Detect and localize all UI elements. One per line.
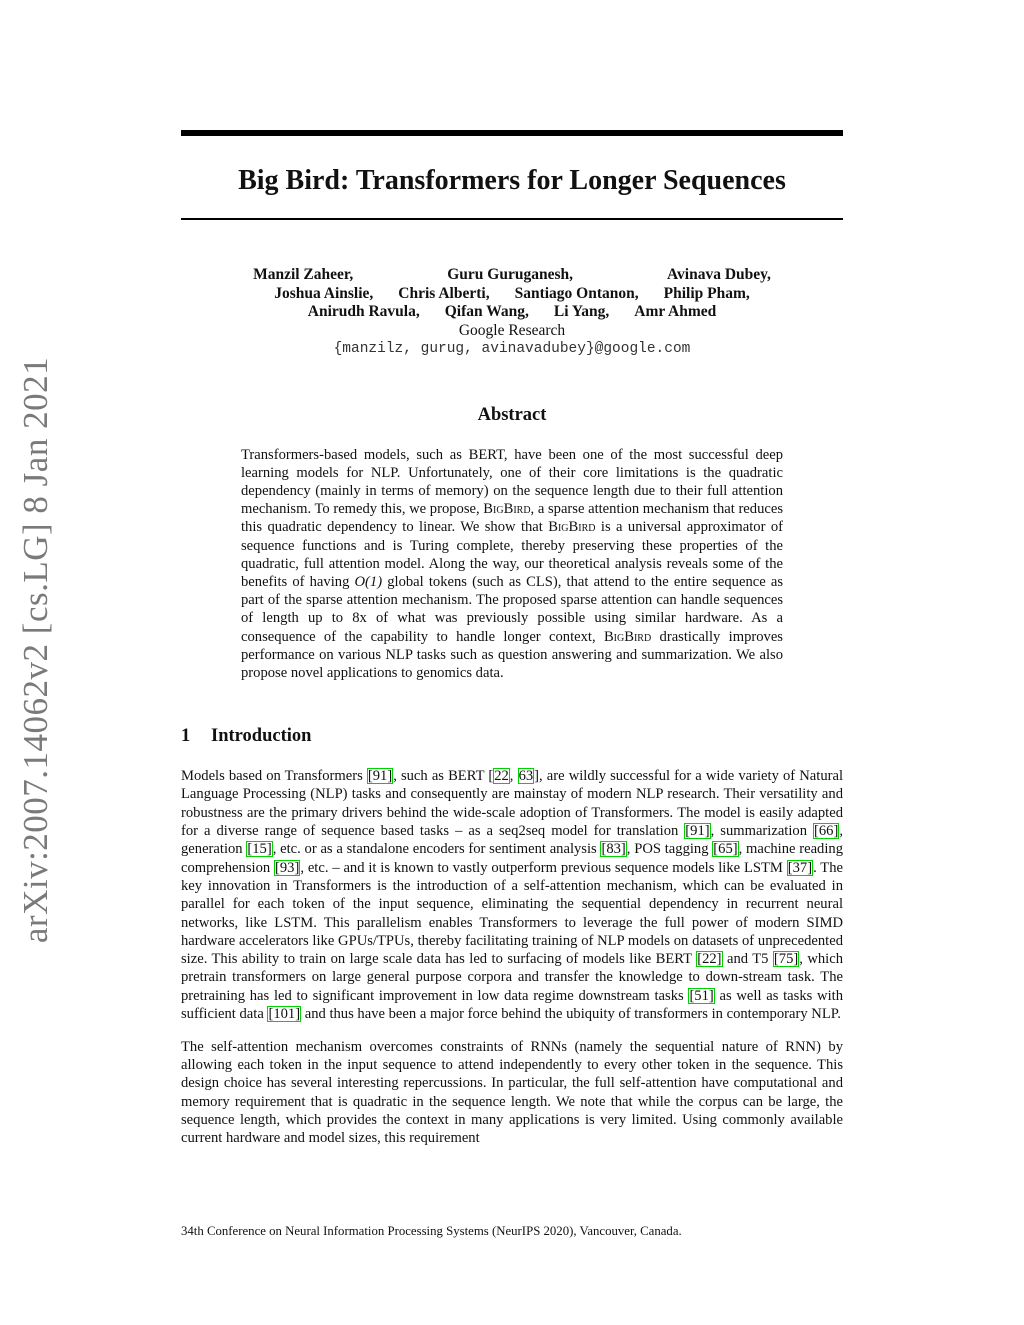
model-name: BigBird <box>603 628 652 645</box>
abstract-segment: , a sparse attention mechanism that reduces this quadratic dependency to linear. We show that <box>241 501 784 536</box>
author-email[interactable]: {manzilz, gurug, avinavadubey}@google.com <box>333 341 691 357</box>
section-heading <box>181 726 843 747</box>
author-name: Qifan Wang, <box>444 303 529 320</box>
abstract-segment: global tokens (such as CLS), that attend to the entire sequence as part of the sparse attention mechanism. The proposed sparse attention can handle sequences of length up to 8x of what was previously possible using similar hardware. As a consequence of the capability to handle longer context, <box>241 573 783 645</box>
model-name: BigBird <box>548 519 596 536</box>
text-segment: ], are wildly successful for a wide variety of Natural Language Processing (NLP) tasks and consequently are mainstay of modern NLP research. Their versatility and robustness are the primary drivers behind the wide-scale adoption of Transformers. The model is easily adapted for a diverse range of sequence based tasks – as a seq2seq model for translation <box>181 768 844 840</box>
citation-link[interactable]: [65] <box>713 841 738 858</box>
section-number: 1 <box>181 726 191 747</box>
text-segment: , generation <box>181 823 843 858</box>
text-segment: , <box>509 768 518 785</box>
text-segment: and T5 <box>722 951 773 968</box>
abstract-segment: Transformers-based models, such as BERT, have been one of the most successful deep learning models for NLP. Unfortunately, one of their core limitations is the quadratic dependency (mainly in terms of memory) on the sequence length due to their full attention mechanism. To remedy this, we propose, <box>241 446 783 518</box>
citation-link[interactable]: [91] <box>367 768 393 785</box>
section-title: Introduction <box>211 726 312 747</box>
text-segment: , which pretrain transformers on large general purpose corpora and transfer the knowledge to down-stream task. The pretraining has led to significant improvement in low data regime downstream tasks <box>181 951 843 1004</box>
text-segment: , etc. – and it is known to vastly outperform previous sequence models like LSTM <box>300 859 787 876</box>
paper-page <box>181 130 843 1162</box>
affiliation: Google Research <box>458 321 566 339</box>
text-segment: , etc. or as a standalone encoders for sentiment analysis <box>272 841 601 858</box>
intro-paragraph-1 <box>181 767 843 1023</box>
text-segment: . The key innovation in Transformers is the introduction of a self-attention mechanism, which can be evaluated in parallel for each token of the input sequence, eliminating the sequential dependency in recurrent neural networks, like LSTM. This parallelism enables Transformers to leverage the full power of modern SIMD hardware accelerators like GPUs/TPUs, thereby facilitating training of NLP models on datasets of unprecedented size. This ability to train on large scale data has led to surfacing of models like BERT <box>181 859 843 968</box>
citation-link[interactable]: [91] <box>685 823 710 840</box>
text-segment: , machine reading comprehension <box>181 841 843 876</box>
text-segment: , POS tagging <box>626 841 713 858</box>
arxiv-identifier <box>16 356 56 944</box>
author-name: Philip Pham, <box>663 284 750 302</box>
paper-title: Big Bird: Transformers for Longer Sequences <box>238 165 786 196</box>
author-name: Chris Alberti, <box>398 284 490 302</box>
title-rule-bottom <box>181 218 843 220</box>
citation-link[interactable]: [93] <box>275 859 300 876</box>
author-name: Santiago Ontanon, <box>514 284 639 302</box>
citation-link[interactable]: [83] <box>601 841 626 858</box>
abstract-heading: Abstract <box>477 404 547 425</box>
author-name: Amr Ahmed <box>634 303 717 320</box>
author-row <box>181 266 843 285</box>
citation-link[interactable]: [51] <box>689 987 714 1004</box>
arxiv-identifier-text: arXiv:2007.14062v2 [cs.LG] 8 Jan 2021 <box>16 356 56 944</box>
citation-link[interactable]: [22] <box>697 951 722 968</box>
author-name: Joshua Ainslie, <box>274 284 374 302</box>
abstract-text <box>241 446 783 683</box>
citation-link[interactable]: [101] <box>268 1006 301 1022</box>
author-row <box>181 285 843 304</box>
abstract-segment: is a universal approximator of sequence functions and is Turing complete, thereby preserving these properties of the quadratic, full attention model. Along the way, our theoretical analysis reveals some of the benefits of having <box>241 519 783 590</box>
text-segment: , summarization <box>710 823 813 840</box>
citation-link[interactable]: 63 <box>518 768 534 785</box>
citation-link[interactable]: [37] <box>787 859 813 876</box>
text-segment: Models based on Transformers <box>181 768 367 785</box>
text-segment: as well as tasks with sufficient data <box>181 987 843 1022</box>
author-name: Guru Guruganesh, <box>447 266 573 283</box>
citation-link[interactable]: [15] <box>247 841 272 858</box>
author-name: Anirudh Ravula, <box>307 303 420 320</box>
title-rule-top <box>181 130 843 136</box>
model-name: BigBird <box>483 501 531 518</box>
author-block <box>181 266 843 359</box>
author-row <box>181 303 843 322</box>
intro-paragraph-2: The self-attention mechanism overcomes constraints of RNNs (namely the sequential nature of RNN) by allowing each token in the input sequence to attend independently to every other token in the sequence. This design choice has several interesting repercussions. In particular, the full self-attention have computational and memory requirement that is quadratic in the sequence length. We note that while the corpus can be large, the sequence length, which provides the context in many applications is very limited. Using commonly available current hardware and model sizes, this requirement <box>181 1038 843 1147</box>
abstract-segment: drastically improves performance on various NLP tasks such as question answering and summarization. We also propose novel applications to genomics data. <box>241 628 783 681</box>
author-name: Avinava Dubey, <box>667 266 771 283</box>
conference-footnote: 34th Conference on Neural Information Processing Systems (NeurIPS 2020), Vancouver, Canada. <box>181 1224 682 1238</box>
citation-link[interactable]: 22 <box>494 768 509 785</box>
text-segment: , such as BERT [ <box>393 768 494 785</box>
author-name: Li Yang, <box>553 303 610 320</box>
citation-link[interactable]: [66] <box>814 823 839 840</box>
text-segment: and thus have been a major force behind the ubiquity of transformers in contemporary NLP. <box>301 1006 841 1022</box>
citation-link[interactable]: [75] <box>773 951 799 968</box>
math-expression: O(1) <box>354 573 383 590</box>
author-name: Manzil Zaheer, <box>253 266 354 283</box>
